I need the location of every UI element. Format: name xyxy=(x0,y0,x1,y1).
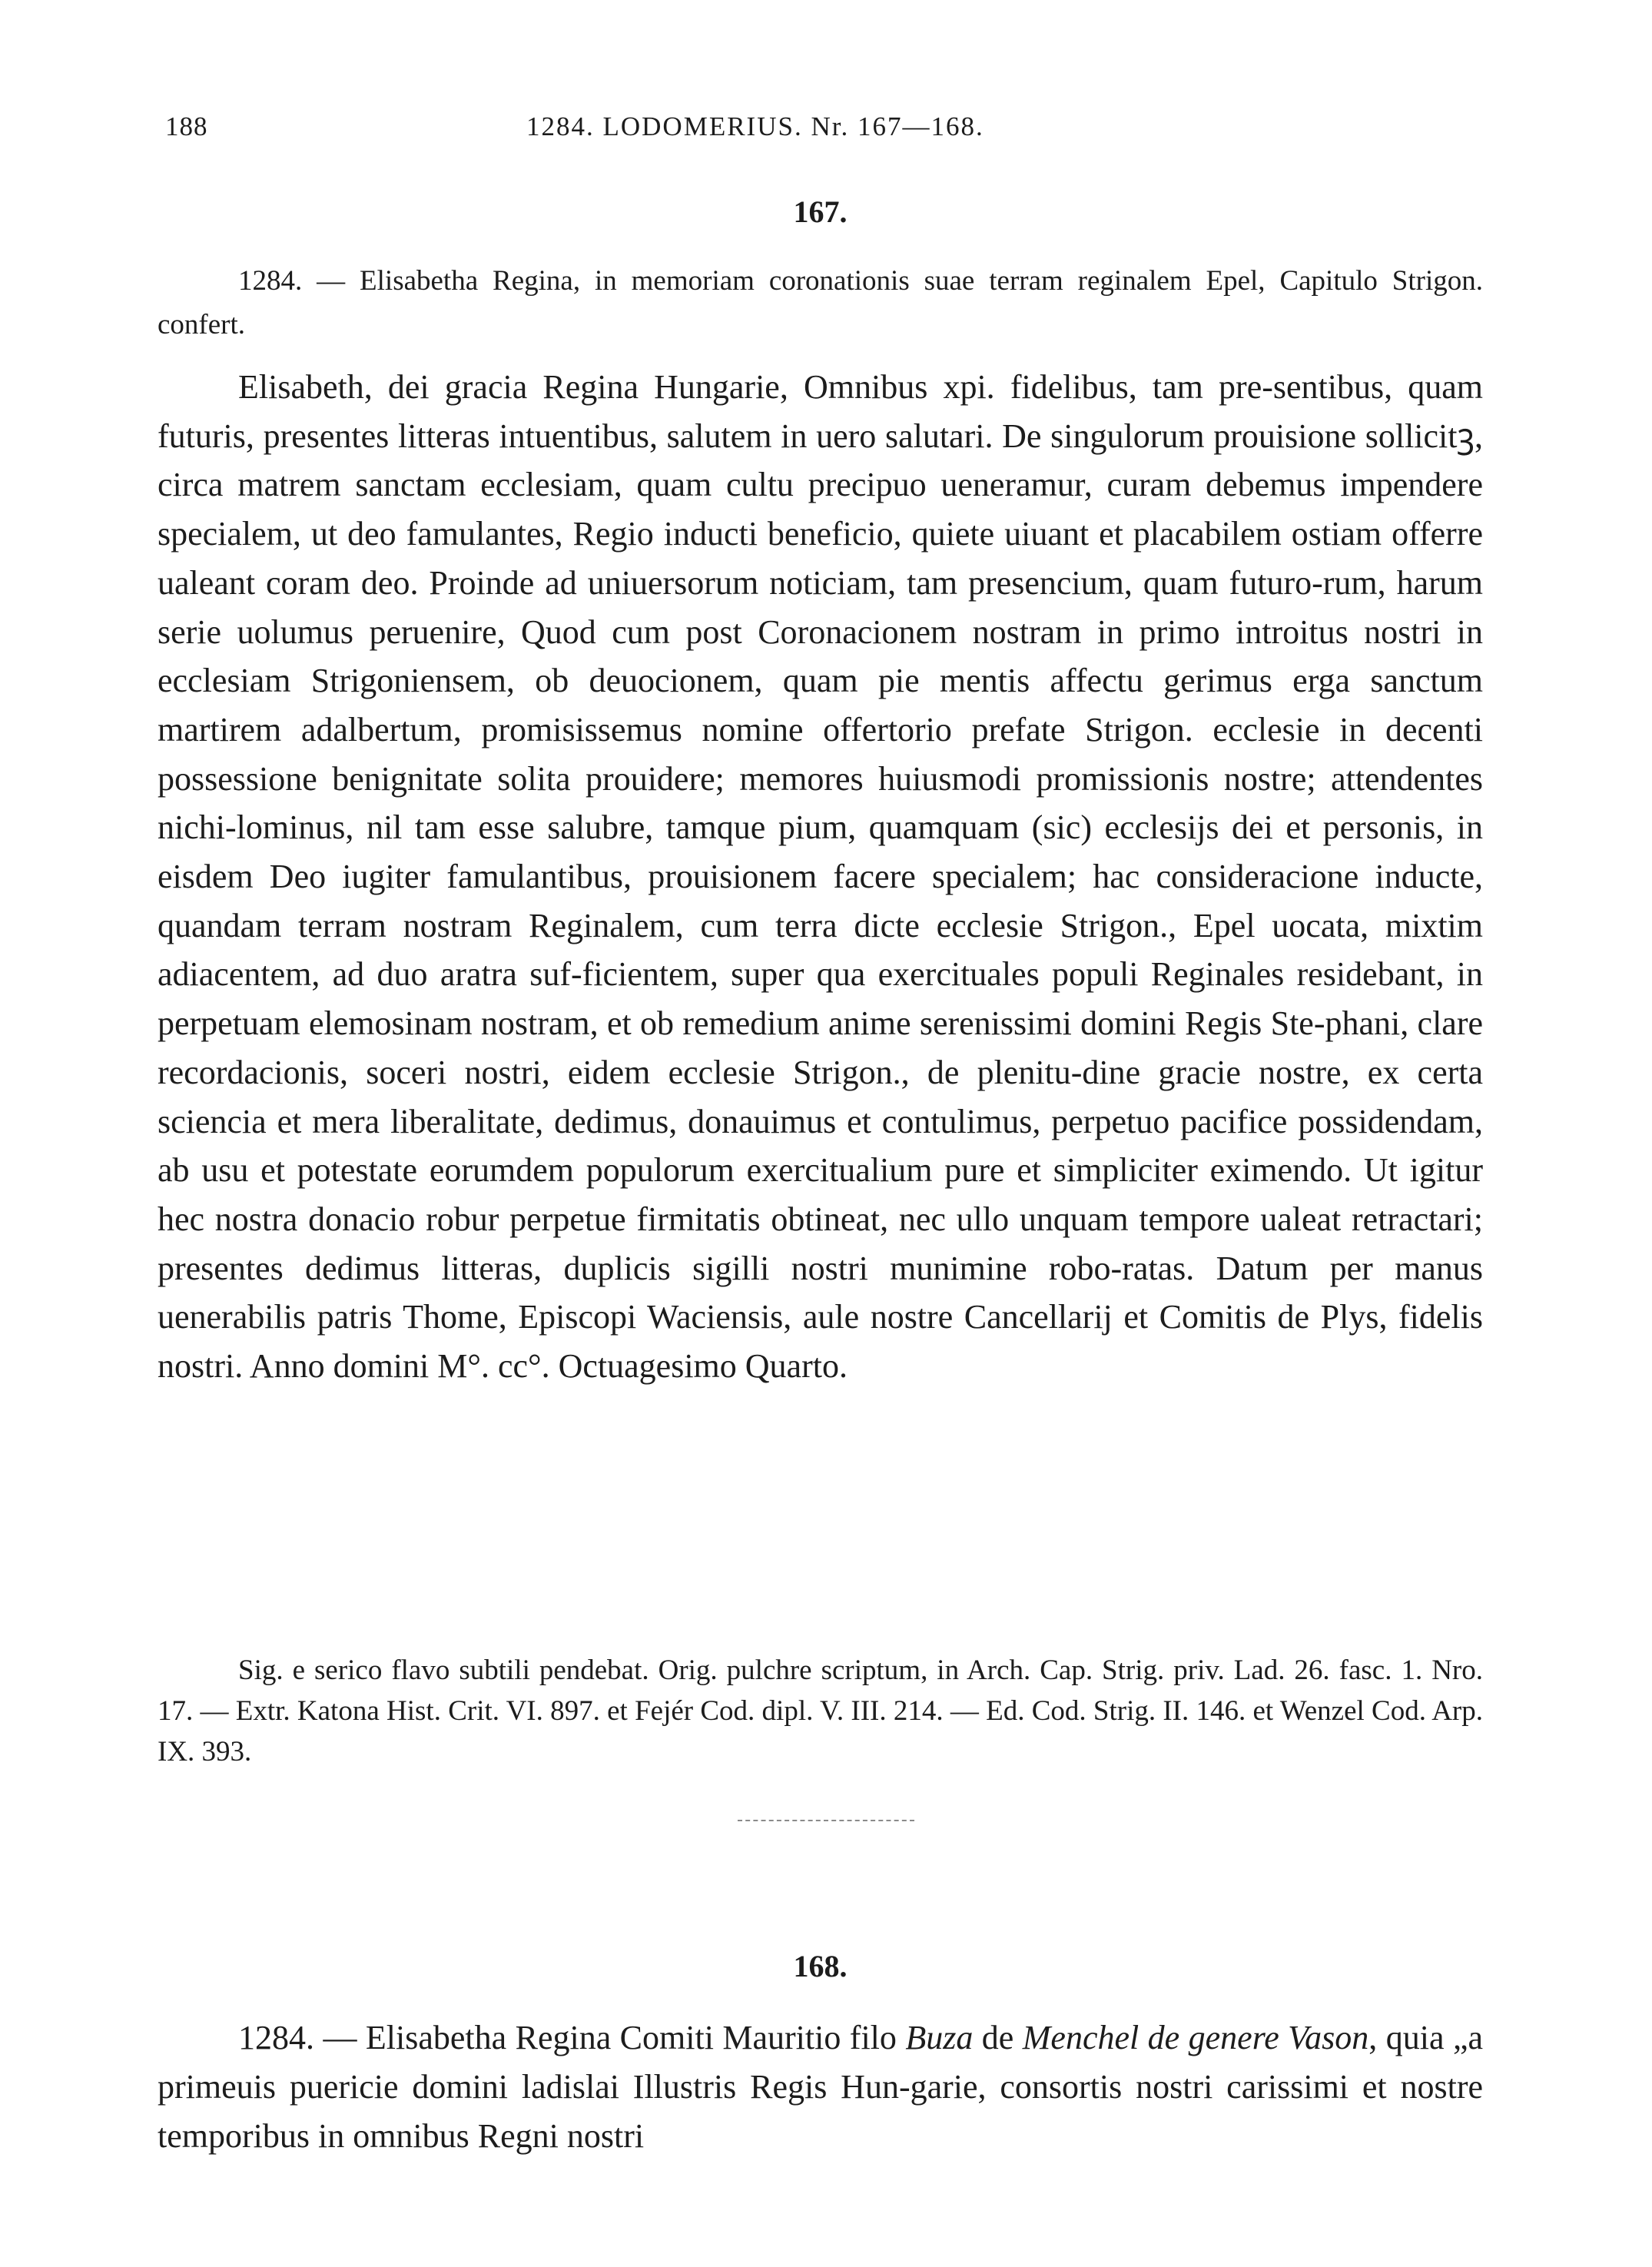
person-name: Buza xyxy=(905,2019,974,2056)
regest-168-start: 1284. — Elisabetha Regina Comiti Mauritio filo xyxy=(238,2019,906,2056)
page xyxy=(158,0,1483,2267)
document-number-167: 167. xyxy=(793,194,848,229)
running-head xyxy=(158,111,1483,158)
page-number: 188 xyxy=(165,111,208,141)
source-notes-167: Sig. e serico flavo subtili pendebat. Orig. pulchre scriptum, in Arch. Cap. Strig. priv. Lad. 26. fasc. 1. Nro. 17. — Extr. Katona Hist. Crit. VI. 897. et Fejér Cod. dipl. V. III. 214. — Ed. Cod. Strig. II. 146. et Wenzel Cod. Arp. IX. 393. xyxy=(158,1655,1483,1767)
place-name: Menchel de genere Vason xyxy=(1022,2019,1369,2056)
regest-168-mid: de xyxy=(973,2019,1023,2056)
regest-167: 1284. — Elisabetha Regina, in memoriam coronationis suae terram reginalem Epel, Capitulo Strigon. confert. xyxy=(158,265,1483,340)
section-divider xyxy=(738,1820,914,1821)
charter-text-167: Elisabeth, dei gracia Regina Hungarie, Omnibus xpi. fidelibus, tam pre-sentibus, quam futuris, presentes litteras intuentibus, salutem in uero salutari. De singulorum prouisione sollicitꝫ, circa matrem sanctam ecclesiam, quam cultu precipuo ueneramur, curam debemus impendere specialem, ut deo famulantes, Regio inducti beneficio, quiete uiuant et placabilem ostiam offerre ualeant coram deo. Proinde ad uniuersorum noticiam, tam presencium, quam futuro-rum, harum serie uolumus peruenire, Quod cum post Coronacionem nostram in primo introitus nostri in ecclesiam Strigoniensem, ob deuocionem, quam pie mentis affectu gerimus erga sanctum martirem adalbertum, promisissemus nomine offertorio prefate Strigon. ecclesie in decenti possessione benignitate solita prouidere; memores huiusmodi promissionis nostre; attendentes nichi-lominus, nil tam esse salubre, tamque pium, quamquam (sic) ecclesijs dei et personis, in eisdem Deo iugiter famulantibus, prouisionem facere specialem; hac consideracione inducte, quandam terram nostram Reginalem, cum terra dicte ecclesie Strigon., Epel uocata, mixtim adiacentem, ad duo aratra suf-ficientem, super qua exercituales populi Reginales residebant, in perpetuam elemosinam nostram, et ob remedium anime serenissimi domini Regis Ste-phani, clare recordacionis, soceri nostri, eidem ecclesie Strigon., de plenitu-dine gracie nostre, ex certa sciencia et mera liberalitate, dedimus, donauimus et contulimus, perpetuo pacifice possidendam, ab usu et potestate eorumdem populorum exercitualium pure et simpliciter eximendo. Ut igitur hec nostra donacio robur perpetue firmitatis obtineat, nec ullo unquam tempore ualeat retractari; presentes dedimus litteras, duplicis sigilli nostri munimine robo-ratas. Datum per manus uenerabilis patris Thome, Episcopi Waciensis, aule nostre Cancellarij et Comitis de Plys, fidelis nostri. Anno domini M°. cc°. Octuagesimo Quarto. xyxy=(158,368,1483,1386)
document-number-168: 168. xyxy=(793,1949,848,1983)
regest-168-end: , quia „a primeuis puericie domini ladislai Illustris Regis Hun-garie, consortis nostri carissimi et nostre temporibus in omnibus Regni nostri xyxy=(158,2019,1483,2155)
running-title: 1284. LODOMERIUS. Nr. 167—168. xyxy=(526,111,984,141)
regest-168 xyxy=(158,2013,1483,2161)
